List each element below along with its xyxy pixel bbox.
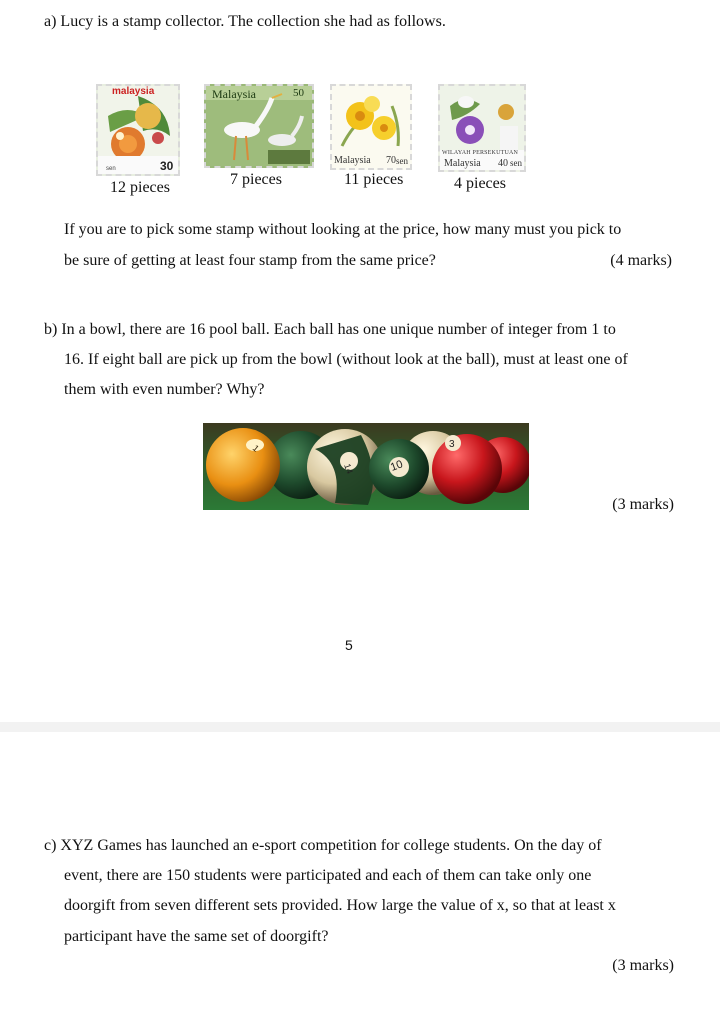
stamp-2-price: 50 [293, 87, 304, 99]
page-2 [0, 732, 720, 1009]
pool-ball-1-number: 1 [250, 442, 261, 454]
part-b-line-3: them with even number? Why? [64, 381, 265, 398]
part-b-line-1: b) In a bowl, there are 16 pool ball. Each ball has one unique number of integer from 1 to [44, 321, 616, 338]
stamp-4-unit: sen [510, 158, 522, 168]
stamp-1-label: 12 pieces [110, 179, 170, 196]
part-c-line-4: participant have the same set of doorgift? [64, 928, 329, 945]
part-a-question-line-2: be sure of getting at least four stamp from the same price? [64, 252, 436, 269]
stamp-3-country: Malaysia [334, 155, 371, 166]
stamp-3-price: 70 [386, 155, 396, 166]
part-a-question-line-1: If you are to pick some stamp without looking at the price, how many must you pick to [64, 221, 622, 238]
fruit-illustration [98, 86, 178, 174]
page-number: 5 [345, 637, 353, 653]
part-c-line-1: c) XYZ Games has launched an e-sport competition for college students. On the day of [44, 837, 602, 854]
stamp-1-unit: sen [106, 166, 116, 172]
pool-ball-10-number: 10 [388, 458, 405, 474]
part-b-marks: (3 marks) [612, 496, 674, 513]
stamp-3-label: 11 pieces [344, 171, 404, 188]
part-c-marks: (3 marks) [612, 957, 674, 974]
part-b-line-2: 16. If eight ball are pick up from the bowl (without look at the ball), must at least one of [64, 351, 628, 368]
stamp-4-label: 4 pieces [454, 175, 506, 192]
stamp-1-price: 30 [160, 159, 174, 173]
part-c-line-2: event, there are 150 students were participated and each of them can take only one [64, 867, 592, 884]
stamp-2-label: 7 pieces [230, 171, 282, 188]
stamp-orchid-image [438, 84, 526, 172]
stamp-fruit-image [96, 84, 180, 176]
stamp-3-unit: sen [396, 156, 408, 166]
pool-ball-14-number: 14 [342, 462, 355, 476]
pool-ball-3-number: 3 [449, 439, 455, 450]
stamp-flower-image [330, 84, 412, 170]
stamp-4-banner: WILAYAH PERSEKUTUAN [442, 150, 519, 156]
part-a-intro: a) Lucy is a stamp collector. The collection she had as follows. [44, 13, 446, 30]
stamp-2-country: Malaysia [212, 87, 256, 101]
part-a-marks: (4 marks) [610, 252, 672, 269]
stamp-1-country: malaysia [112, 86, 155, 97]
stamp-birds-image [204, 84, 314, 168]
stamp-4-country: Malaysia [444, 158, 481, 169]
part-c-line-3: doorgift from seven different sets provided. How large the value of x, so that at least x [64, 897, 616, 914]
stamp-4-price: 40 [498, 158, 508, 169]
pool-balls-image [203, 423, 529, 510]
